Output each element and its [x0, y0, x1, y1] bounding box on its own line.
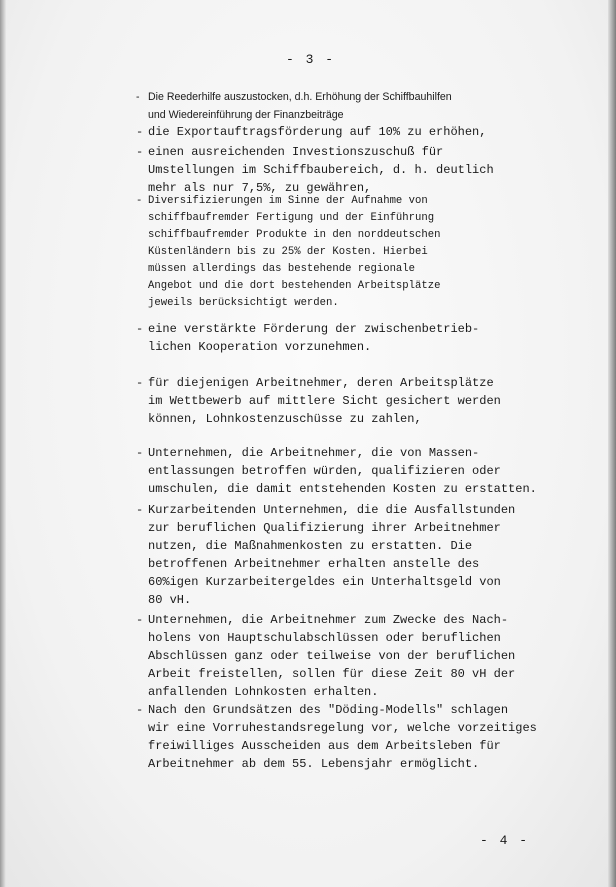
- list-item: [136, 444, 568, 498]
- bullet-dash: -: [136, 145, 144, 159]
- bullet-dash: -: [136, 703, 144, 717]
- list-item-text: Kurzarbeitenden Unternehmen, die die Ausfallstunden zur beruflichen Qualifizierung ihrer Arbeitnehmer nutzen, die Maßnahmenkosten zu erstatten. Die betroffenen Arbeitnehmer erhalten anstelle des 60%igen Kurzarbeitergeldes ein Unterhaltsgeld von 80 vH.: [148, 503, 516, 607]
- list-item: [136, 320, 568, 356]
- bullet-dash: -: [136, 376, 144, 390]
- list-item: [136, 611, 568, 701]
- page-number: - 3 -: [286, 52, 336, 67]
- bullet-dash: -: [136, 503, 144, 517]
- list-item-text: die Exportauftragsförderung auf 10% zu erhöhen,: [148, 125, 487, 139]
- bullet-dash: -: [136, 322, 144, 336]
- bullet-dash: -: [136, 125, 144, 139]
- list-item-text: Die Reederhilfe auszustocken, d.h. Erhöhung der Schiffbauhilfen und Wiedereinführung der Finanzbeiträge: [148, 91, 452, 121]
- next-page-marker: - 4 -: [480, 833, 530, 848]
- list-item: [136, 374, 568, 428]
- list-item: [136, 193, 568, 312]
- list-item-text: Unternehmen, die Arbeitnehmer, die von Massen- entlassungen betroffen würden, qualifizieren oder umschulen, die damit entstehenden Kosten zu erstatten.: [148, 446, 537, 496]
- bullet-dash: -: [136, 446, 144, 460]
- list-item: [136, 701, 568, 773]
- list-item-text: für diejenigen Arbeitnehmer, deren Arbeitsplätze im Wettbewerb auf mittlere Sicht gesichert werden können, Lohnkostenzuschüsse zu zahlen,: [148, 376, 501, 426]
- bullet-dash: -: [136, 91, 140, 103]
- bullet-dash: -: [136, 195, 143, 207]
- list-item: [136, 123, 568, 141]
- bullet-dash: -: [136, 613, 144, 627]
- scan-edge-right: [608, 0, 616, 887]
- list-item-text: eine verstärkte Förderung der zwischenbetrieb- lichen Kooperation vorzunehmen.: [148, 322, 480, 354]
- list-item-text: einen ausreichenden Investionszuschuß für Umstellungen im Schiffbaubereich, d. h. deutlich mehr als nur 7,5%, zu gewähren,: [148, 145, 494, 195]
- list-item: [136, 501, 568, 609]
- list-item-text: Unternehmen, die Arbeitnehmer zum Zwecke des Nach- holens von Hauptschulabschlüssen oder beruflichen Abschlüssen ganz oder teilweise von der beruflichen Arbeit freistellen, sollen für diese Zeit 80 vH der anfallenden Lohnkosten erhalten.: [148, 613, 516, 699]
- list-item-text: Nach den Grundsätzen des "Döding-Modells" schlagen wir eine Vorruhestandsregelung vor, welche vorzeitiges freiwilliges Ausscheiden aus dem Arbeitsleben für Arbeitnehmer ab dem 55. Lebensjahr ermöglicht.: [148, 703, 537, 771]
- list-item: [136, 143, 568, 197]
- scan-edge-left: [0, 0, 6, 887]
- list-item-text: Diversifizierungen im Sinne der Aufnahme von schiffbaufremder Fertigung und der Einführung schiffbaufremder Produkte in den norddeutschen Küstenländern bis zu 25% der Kosten. Hierbei müssen allerdings das bestehende regionale Angebot und die dort bestehenden Arbeitsplätze jeweils berücksichtigt werden.: [148, 195, 441, 309]
- list-item: [136, 88, 568, 124]
